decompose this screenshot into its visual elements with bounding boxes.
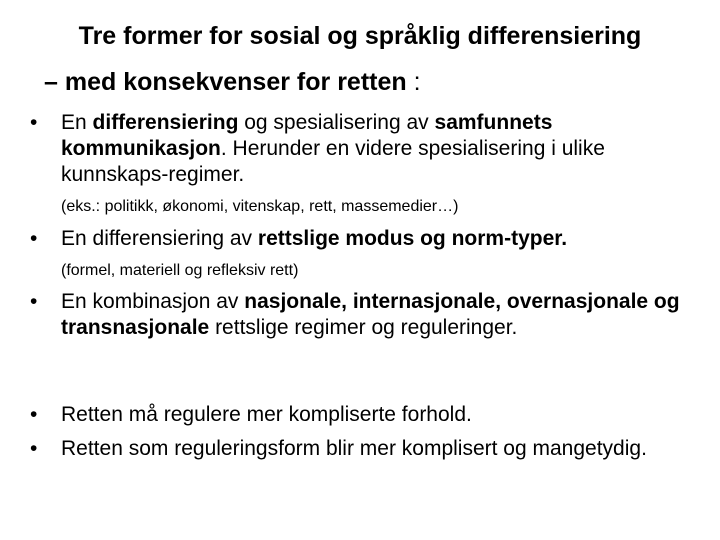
bullet-text: En differensiering av rettslige modus og norm-typer.: [61, 227, 568, 250]
title-line-2-rest: :: [406, 68, 421, 96]
bullet-note-1: (eks.: politikk, økonomi, vitenskap, rett, massemedier…): [61, 198, 459, 215]
bullet-item-3: [30, 289, 690, 341]
slide-title-line-2: [44, 68, 720, 97]
bullet-text: Retten som reguleringsform blir mer komplisert og mangetydig.: [61, 437, 647, 460]
bullet-item-2: [30, 226, 690, 252]
slide-title-line-1: Tre former for sosial og språklig differensiering: [78, 22, 642, 50]
bullet-dot-icon: •: [30, 111, 38, 134]
bullet-dot-icon: •: [30, 290, 38, 313]
bullet-dot-icon: •: [30, 227, 38, 250]
bullet-dot-icon: •: [30, 437, 38, 460]
bullet-dot-icon: •: [30, 403, 38, 426]
bullet-text: Retten må regulere mer kompliserte forhold.: [61, 403, 472, 426]
bullet-item-5: [30, 436, 690, 462]
bullet-item-4: [30, 402, 690, 428]
bullet-text: En kombinasjon av nasjonale, internasjonale, overnasjonale og transnasjonale rettslige regimer og reguleringer.: [61, 290, 680, 339]
title-line-2-bold: – med konsekvenser for retten: [44, 68, 407, 96]
bullet-item-1: [30, 110, 690, 188]
bullet-text: En differensiering og spesialisering av samfunnets kommunikasjon. Herunder en videre spesialisering i ulike kunnskaps-regimer.: [61, 111, 605, 186]
bullet-note-2: (formel, materiell og refleksiv rett): [61, 262, 299, 279]
